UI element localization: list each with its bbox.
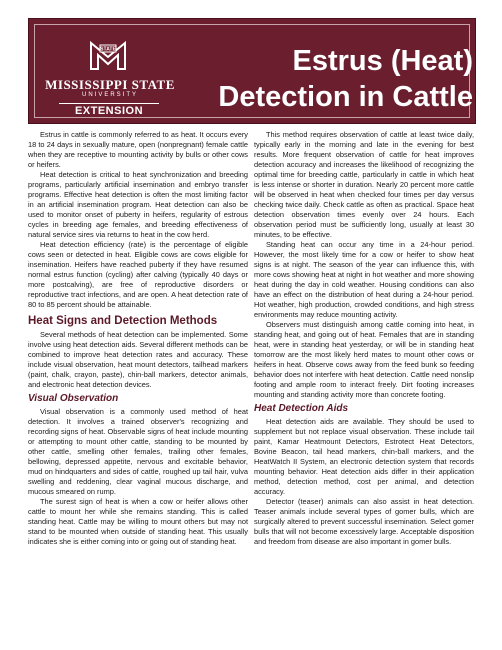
subheading-heat-detection-aids: Heat Detection Aids bbox=[254, 403, 349, 414]
paragraph: Detector (teaser) animals can also assist in heat detection. Teaser animals include several types of gomer bulls, which are surgically altered to prevent successful insemination. Select gomer bulls that will not become excessively large. Acceptable disposition and freedom from disease are also important in gomer bulls. bbox=[254, 497, 474, 546]
paragraph: Heat detection efficiency (rate) is the percentage of eligible cows seen or detected in heat. Eligible cows are cows eligible for insemination. Heifers have reached puberty if they have resumed normal estrus function (cycling) after calving (typically 40 days or more postcalving), are free of reproductive disorders or reproductive tract infections, and are open. A heat detection rate of 80 to 85 percent should be attainable. bbox=[28, 240, 248, 309]
paragraph: Observers must distinguish among cattle coming into heat, in standing heat, and going out of heat. Females that are in standing heat, were in standing heat yesterday, or will be in standing heat tomorrow are the most likely herd mates to mount other cows or heifers in heat. Observe cows away from the feed bunk so feeding behavior does not interfere with heat detection. Cattle need nonslip footing and ample room to interact freely. Dirt footing increases mounting and standing activity more than concrete footing. bbox=[254, 320, 474, 399]
logo-extension: EXTENSION bbox=[59, 103, 159, 117]
title-line-1: Estrus (Heat) bbox=[292, 45, 473, 77]
paragraph: The surest sign of heat is when a cow or heifer allows other cattle to mount her while she remains standing. This is called standing heat. Cattle may be willing to mount others but may not stand to be mounted when outside of standing heat. This usually indicates she is either coming into or going out of standing heat. bbox=[28, 497, 248, 546]
paragraph: Visual observation is a commonly used method of heat detection. It involves a trained observer's recognizing and recording signs of heat. Observable signs of heat include mounting or attempting to mount other cattle, standing to be mounted by other cattle, smelling other females, trailing other females, bellowing, depressed appetite, nervous and excitable behavior, mud on hindquarters and sides of cattle, roughed up tail hair, vulva swelling and reddening, clear vaginal mucous discharge, and mucous smeared on rump. bbox=[28, 407, 248, 496]
paragraph: This method requires observation of cattle at least twice daily, typically early in the morning and late in the evening for best results. More frequent observation of cattle for heat improves detection accuracy and increases the likelihood of recognizing the optimal time for breeding cattle, particularly in cattle in which heat is less intense or shorter in duration. Nearly 20 percent more cattle will be observed in heat when checked four times per day versus checking twice daily. Check cattle as often as practical. Space heat detection observation times evenly over 24 hours. Each observation period must be sufficiently long, usually at least 30 minutes, to be effective. bbox=[254, 130, 474, 239]
university-logo bbox=[35, 25, 185, 117]
logo-university-sub: UNIVERSITY bbox=[81, 92, 138, 98]
header-banner bbox=[28, 18, 476, 124]
state-m-icon bbox=[87, 39, 129, 71]
section-heading-heat-signs: Heat Signs and Detection Methods bbox=[28, 315, 218, 327]
paragraph: Heat detection aids are available. They should be used to supplement but not replace visual observation. These include tail paint, Kamar Heatmount Detectors, Estrotect Heat Detectors, Bovine Beacon, tail head markers, chin-ball markers, and the HeatWatch II System, an electronic detection system that records mounting behavior. Heat detection aids differ in their application method, detection method, cost per animal, and detection accuracy. bbox=[254, 417, 474, 496]
page-title bbox=[203, 43, 473, 115]
header-inner-border bbox=[34, 24, 473, 118]
right-column bbox=[254, 130, 474, 547]
logo-university-name: MISSISSIPPI STATE bbox=[45, 77, 175, 92]
svg-text:STATE: STATE bbox=[100, 46, 116, 53]
title-line-2: Detection in Cattle bbox=[218, 81, 473, 113]
paragraph: Heat detection is critical to heat synchronization and breeding programs, particularly artificial insemination and embryo transfer programs. Effective heat detection is often the most limiting factor in an artificial insemination program. Heat detection can also be used to monitor onset of puberty in heifers, regularity of estrous cycles in breeding age females, and breeding effectiveness of natural service sires via returns to heat in the cow herd. bbox=[28, 170, 248, 239]
paragraph: Several methods of heat detection can be implemented. Some involve using heat detection aids. Several different methods can be combined to improve heat detection rates and accuracy. These include visual observation, heat mount detectors, tailhead markers (paint, chalk, crayon, paste), chin-ball markers, detector animals, and electronic heat detection devices. bbox=[28, 330, 248, 389]
left-column bbox=[28, 130, 248, 547]
paragraph: Estrus in cattle is commonly referred to as heat. It occurs every 18 to 24 days in sexually mature, open (nonpregnant) female cattle when they are receptive to mounting activity by bulls or other cows or heifers. bbox=[28, 130, 248, 169]
paragraph: Standing heat can occur any time in a 24-hour period. However, the most likely time for a cow or heifer to show heat signs is at night. The season of the year can influence this, with more cows showing heat at night in hot weather and more showing heat during the day in cold weather. Housing conditions can also have an effect on the distribution of heat during a 24-hour period. Hot weather, high production, crowded conditions, and high stress environments may reduce mounting activity. bbox=[254, 240, 474, 319]
subheading-visual-observation: Visual Observation bbox=[28, 393, 119, 404]
